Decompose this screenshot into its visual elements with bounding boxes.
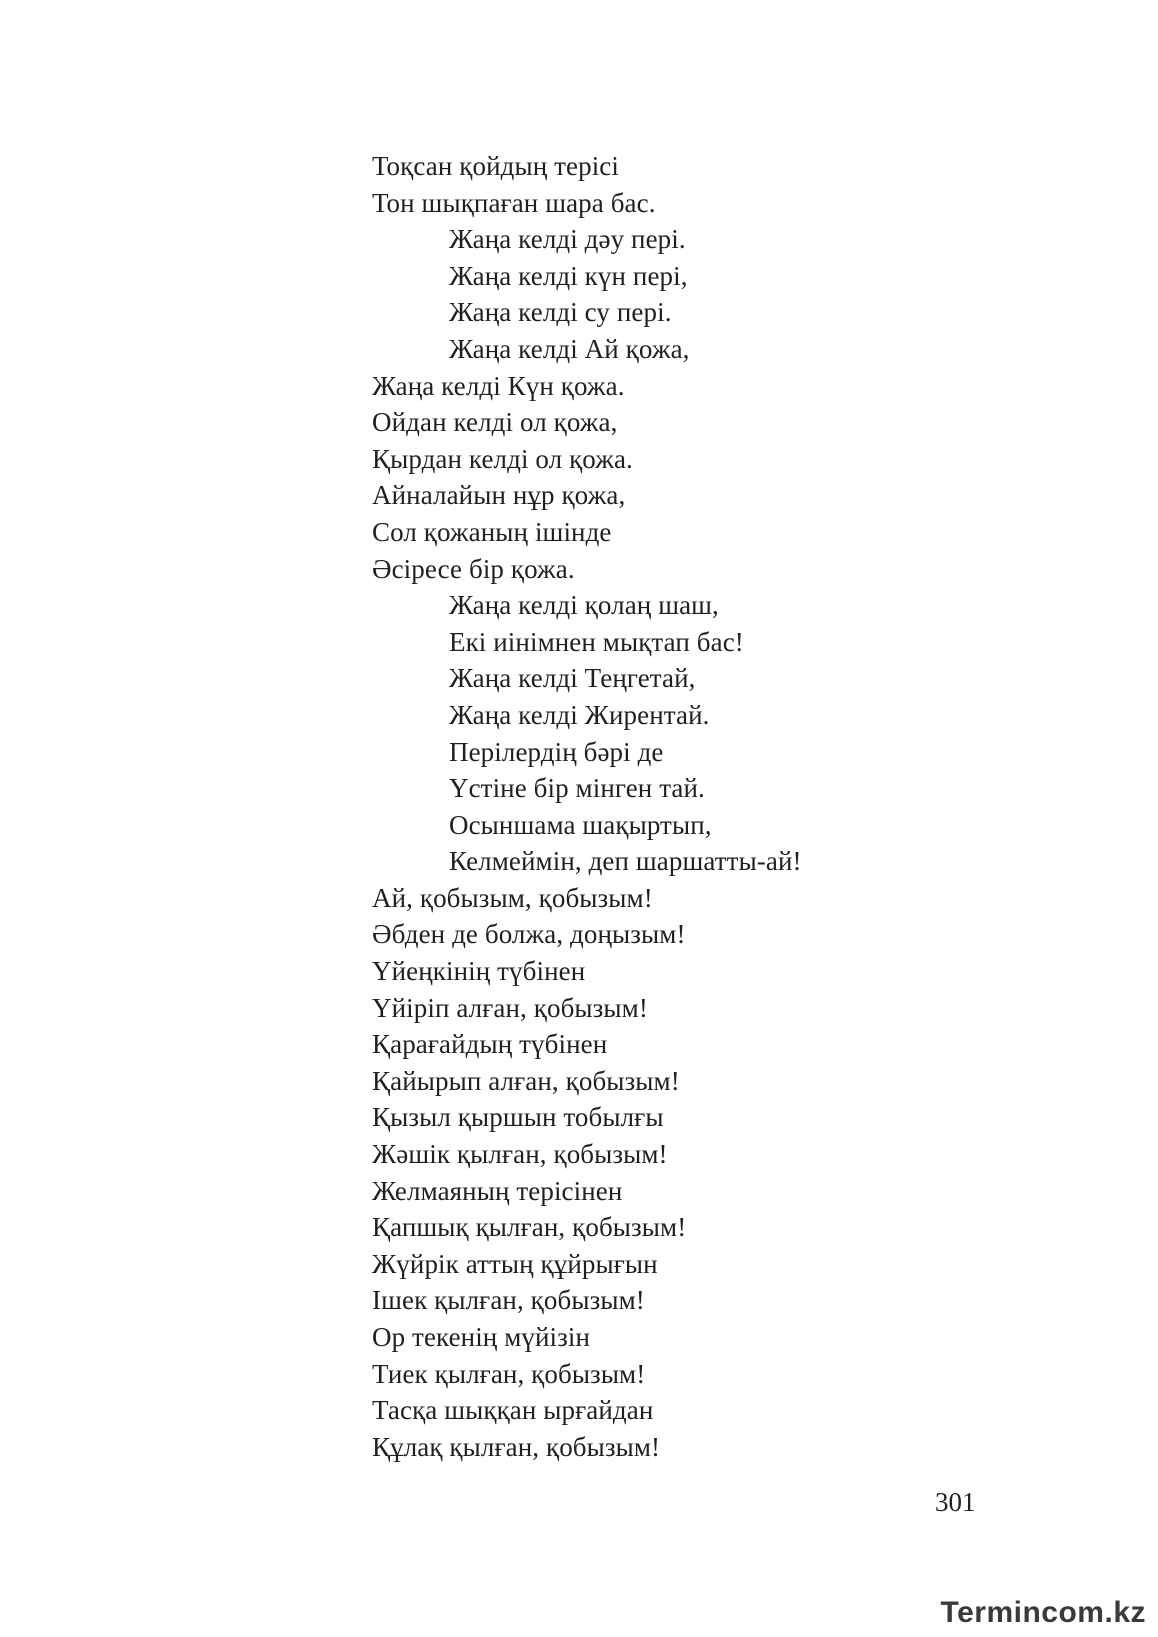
poem-line: Қызыл қыршын тобылғы <box>372 1102 664 1133</box>
watermark-text: Termincom.kz <box>940 1596 1146 1629</box>
poem-line: Құлақ қылған, қобызым! <box>372 1431 661 1462</box>
poem-line: Жаңа келді су пері. <box>449 297 672 328</box>
poem-line: Жаңа келді Жирентай. <box>449 699 710 730</box>
poem-line: Қырдан келді ол қожа. <box>372 443 633 474</box>
poem-line: Қайырып алған, қобызым! <box>372 1065 680 1096</box>
poem-line: Жаңа келді қолаң шаш, <box>449 590 719 621</box>
poem-line: Жәшік қылған, қобызым! <box>372 1139 668 1170</box>
poem-line: Ойдан келді ол қожа, <box>372 407 618 438</box>
poem-line: Тоқсан қойдың терісі <box>372 151 619 181</box>
poem-line: Желмаяның терісінен <box>372 1175 623 1206</box>
page-number: 301 <box>935 1487 976 1517</box>
poem-line: Қапшық қылған, қобызым! <box>372 1212 687 1243</box>
poem-line: Әбден де болжа, доңызым! <box>372 919 686 950</box>
poem-line: Сол қожаның ішінде <box>372 516 612 547</box>
poem-line: Ор текенің мүйізін <box>372 1322 591 1352</box>
poem-line: Осыншама шақыртып, <box>449 809 712 840</box>
poem-line: Үстіне бір мінген тай. <box>449 773 705 804</box>
poem-line: Жаңа келді Теңгетай, <box>449 663 696 694</box>
poem-line: Айналайын нұр қожа, <box>372 480 626 511</box>
poem-line: Ішек қылған, қобызым! <box>372 1285 645 1316</box>
poem-line: Ай, қобызым, қобызым! <box>372 882 653 913</box>
poem-line: Келмеймін, деп шаршатты-ай! <box>449 846 802 877</box>
poem-line: Үйіріп алған, қобызым! <box>372 992 648 1023</box>
poem-line: Жаңа келді күн пері, <box>449 260 688 291</box>
poem-line: Қарағайдың түбінен <box>372 1029 608 1060</box>
poem-line: Әсіресе бір қожа. <box>372 553 575 584</box>
poem-line: Жүйрік аттың құйрығын <box>372 1248 658 1279</box>
poem-line: Екі иінімнен мықтап бас! <box>449 626 744 657</box>
poem-line: Үйеңкінің түбінен <box>372 956 586 987</box>
poem-line: Перілердің бәрі де <box>449 736 664 767</box>
watermark-logo <box>941 1585 1147 1631</box>
poem-line: Жаңа келді Ай қожа, <box>449 333 690 364</box>
poem-line: Тасқа шыққан ырғайдан <box>372 1395 654 1426</box>
poem-line: Тон шықпаған шара бас. <box>372 187 656 218</box>
poem-text <box>372 148 932 1465</box>
poem-line: Жаңа келді Күн қожа. <box>372 370 625 401</box>
poem-line: Тиек қылған, қобызым! <box>372 1358 646 1389</box>
poem-line: Жаңа келді дәу пері. <box>449 224 686 255</box>
